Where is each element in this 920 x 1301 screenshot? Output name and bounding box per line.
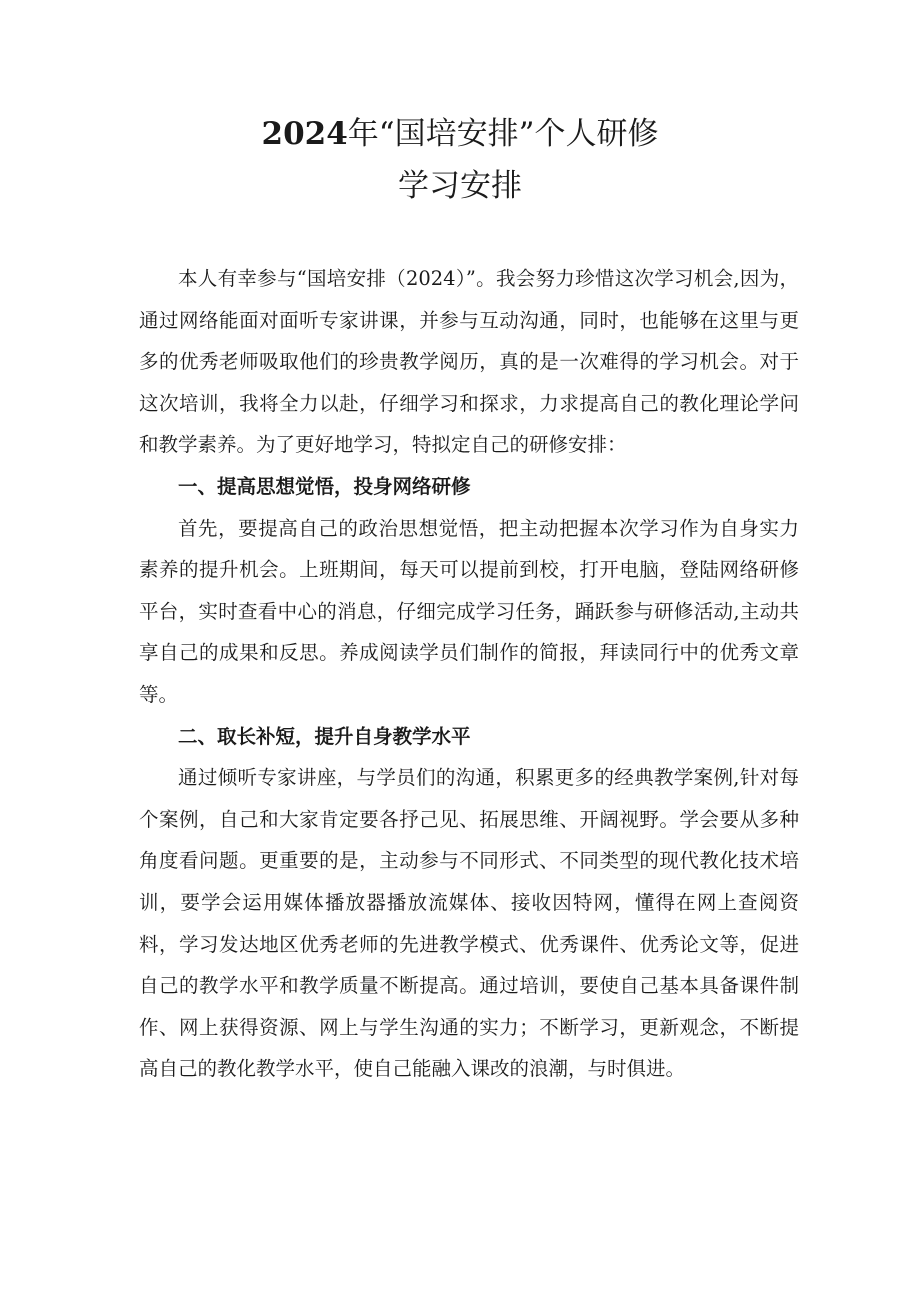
section-heading-1: 一、提高思想觉悟，投身网络研修 [178,474,471,498]
title-text: 年“国培安排”个人研修 [347,116,659,152]
section-paragraph-2: 通过倾听专家讲座，与学员们的沟通，积累更多的经典教学案例,针对每个案例，自己和大家肯定要各抒己见、拓展思维、开阔视野。学会要从多种角度看问题。更重要的是，主动参与不同形式、不同类型的现代教化技术培训，要学会运用媒体播放器播放流媒体、接收因特网，懂得在网上查阅资料，学习发达地区优秀老师的先进教学模式、优秀课件、优秀论文等，促进自己的教学水平和教学质量不断提高。通过培训，要使自己基本具备课件制作、网上获得资源、网上与学生沟通的实力；不断学习，更新观念，不断提高自己的教化教学水平，使自己能融入课改的浪潮，与时俱进。 [139,766,799,1081]
document-body [139,258,799,1090]
section-heading-2: 二、取长补短，提升自身教学水平 [178,724,471,748]
document-title-line2: 学习安排 [398,168,522,204]
document-title-line1 [0,114,920,154]
intro-paragraph: 本人有幸参与“国培安排（2024）”。我会努力珍惜这次学习机会,因为，通过网络能面对面听专家讲课，并参与互动沟通，同时，也能够在这里与更多的优秀老师吸取他们的珍贵教学阅历，真的是一次难得的学习机会。对于这次培训，我将全力以赴，仔细学习和探求，力求提高自己的教化理论学问和教学素养。为了更好地学习，特拟定自己的研修安排： [139,267,799,457]
title-year: 2024 [261,116,348,152]
section-paragraph-1: 首先，要提高自己的政治思想觉悟，把主动把握本次学习作为自身实力素养的提升机会。上班期间，每天可以提前到校，打开电脑，登陆网络研修平台，实时查看中心的消息，仔细完成学习任务，踊跃参与研修活动,主动共享自己的成果和反思。养成阅读学员们制作的简报，拜读同行中的优秀文章等。 [139,516,799,706]
